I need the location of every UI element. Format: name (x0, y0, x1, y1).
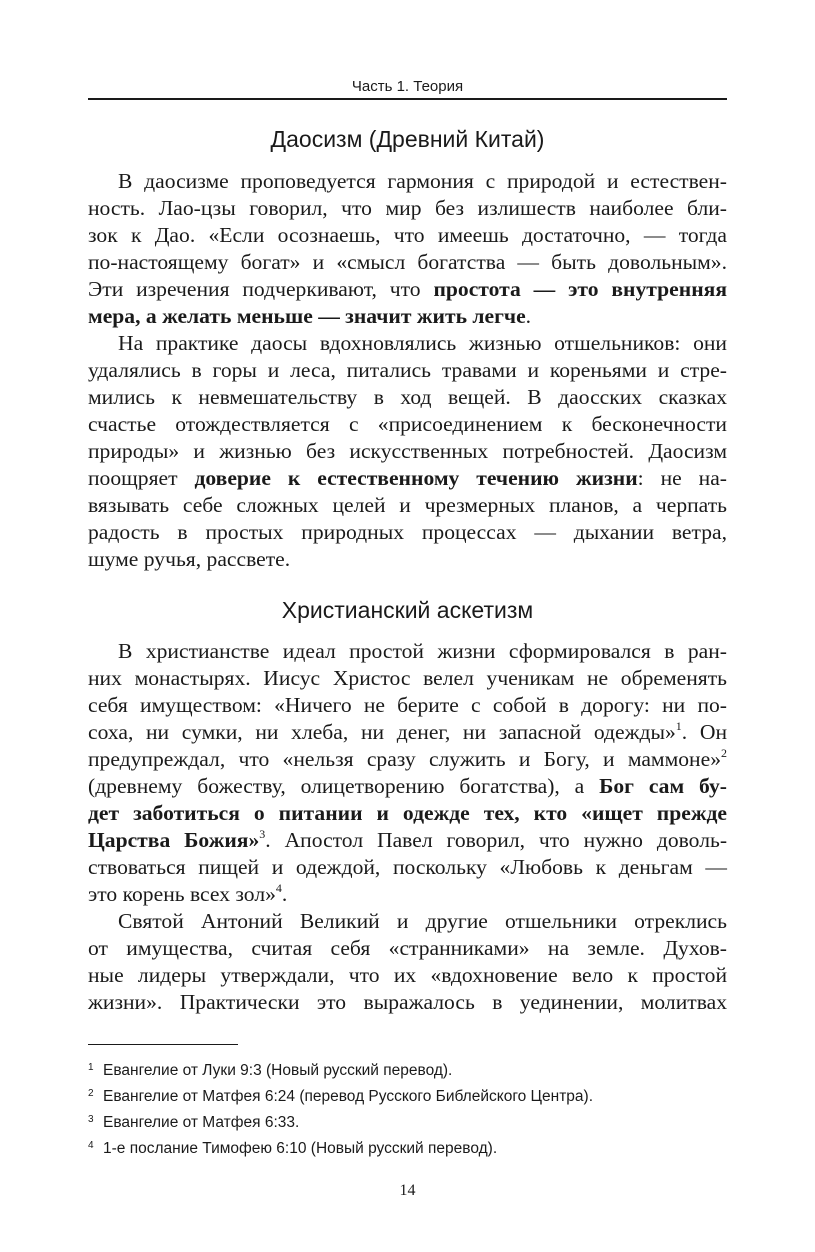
text-run: . (525, 304, 532, 328)
text-run: . Он (681, 720, 727, 744)
text-line (88, 719, 727, 746)
text-line (88, 800, 727, 827)
paragraph-christianity-1 (88, 638, 727, 908)
text-run: поощряет (88, 466, 195, 490)
footnote-item: 4 1-е послание Тимофею 6:10 (Новый русский перевод). (88, 1140, 498, 1157)
text-line: себя имуществом: «Ничего не берите с собой в дорогу: ни по- (88, 693, 727, 717)
bold-text: Царства Божия» (88, 828, 260, 852)
text-line: Святой Антоний Великий и другие отшельники отреклись (118, 909, 727, 933)
text-line: удалялись в горы и леса, питались травами и кореньями и стре- (88, 358, 727, 382)
text-line: шуме ручья, рассвете. (88, 547, 291, 571)
text-run: Эти изречения подчеркивают, что (88, 277, 434, 301)
text-line: вязывать себе сложных целей и чрезмерных планов, а черпать (88, 493, 727, 517)
section-heading-christian-asceticism: Христианский аскетизм (281, 597, 534, 623)
text-line (88, 827, 727, 854)
footnote-text: 1-е послание Тимофею 6:10 (Новый русский перевод). (103, 1140, 498, 1157)
text-line: зок к Дао. «Если осознаешь, что имеешь достаточно, — тогда (88, 223, 727, 247)
text-line: от имущества, считая себя «странниками» на земле. Духов- (88, 936, 727, 960)
footnote-ref: 2 (721, 746, 727, 760)
text-line: природы» и жизнью без искусственных потребностей. Даосизм (88, 439, 727, 463)
text-line: радость в простых природных процессах — дыхании ветра, (88, 520, 727, 544)
section-heading-taoism: Даосизм (Древний Китай) (270, 126, 545, 152)
text-line: мились к невмешательству в ход вещей. В даосских сказках (88, 385, 727, 409)
paragraph-christianity-2 (88, 908, 727, 1016)
text-line (88, 746, 727, 773)
footnote-text: Евангелие от Матфея 6:24 (перевод Русского Библейского Центра). (103, 1088, 594, 1105)
footnote-text: Евангелие от Луки 9:3 (Новый русский перевод). (103, 1062, 453, 1079)
footnote-item: 1 Евангелие от Луки 9:3 (Новый русский перевод). (88, 1062, 453, 1079)
footnote-item: 2 Евангелие от Матфея 6:24 (перевод Русского Библейского Центра). (88, 1088, 594, 1105)
text-run: : не на- (637, 466, 727, 490)
text-line: ствоваться пищей и одеждой, поскольку «Любовь к деньгам — (88, 855, 727, 879)
text-run: . (281, 882, 288, 906)
text-line: На практике даосы вдохновлялись жизнью отшельников: они (118, 331, 727, 355)
footnote-divider (88, 1044, 238, 1045)
bold-text: мера, а желать меньше — значит жить легче (88, 304, 526, 328)
bold-text: дет заботиться о питании и одежде тех, кто «ищет прежде (88, 801, 727, 825)
text-run: . Апостол Павел говорил, что нужно доволь- (265, 828, 728, 852)
text-line: В даосизме проповедуется гармония с природой и естествен- (118, 169, 727, 193)
text-run: (древнему божеству, олицетворению богатства), а (88, 774, 600, 798)
text-line (88, 773, 727, 800)
footnote-item: 3 Евангелие от Матфея 6:33. (88, 1114, 300, 1131)
page-number: 14 (399, 1182, 416, 1199)
bold-text: простота — это внутренняя (433, 277, 727, 301)
bold-text: доверие к естественному течению жизни (194, 466, 638, 490)
footnote-ref: 3 (259, 827, 266, 841)
text-line: В христианстве идеал простой жизни сформировался в ран- (118, 639, 727, 663)
footnote-ref: 4 (275, 881, 282, 895)
paragraph-taoism-2 (88, 330, 727, 573)
bold-text: Бог сам бу- (599, 774, 727, 798)
text-line (88, 465, 727, 492)
footnotes (88, 1058, 727, 1162)
text-run: это корень всех зол» (88, 882, 276, 906)
footnote-text: Евангелие от Матфея 6:33. (103, 1114, 300, 1131)
text-line: жизни». Практически это выражалось в уединении, молитвах (88, 990, 727, 1014)
text-run: предупреждал, что «нельзя сразу служить и Богу, и маммоне» (88, 747, 721, 771)
paragraph-taoism-1 (88, 168, 727, 330)
text-line (88, 276, 727, 303)
text-line: ность. Лао-цзы говорил, что мир без излишеств наиболее бли- (88, 196, 727, 220)
text-line (88, 303, 727, 330)
footnote-ref: 1 (675, 719, 682, 733)
text-line: них монастырях. Иисус Христос велел ученикам не обременять (88, 666, 727, 690)
text-line: счастье отождествляется с «присоединением к бесконечности (88, 412, 727, 436)
text-line: ные лидеры утверждали, что их «вдохновение вело к простой (88, 963, 727, 987)
text-line (88, 881, 727, 908)
text-line: по-настоящему богат» и «смысл богатства — быть довольным». (88, 250, 727, 274)
running-title: Часть 1. Теория (88, 74, 727, 100)
text-run: соха, ни сумки, ни хлеба, ни денег, ни запасной одежды» (88, 720, 676, 744)
